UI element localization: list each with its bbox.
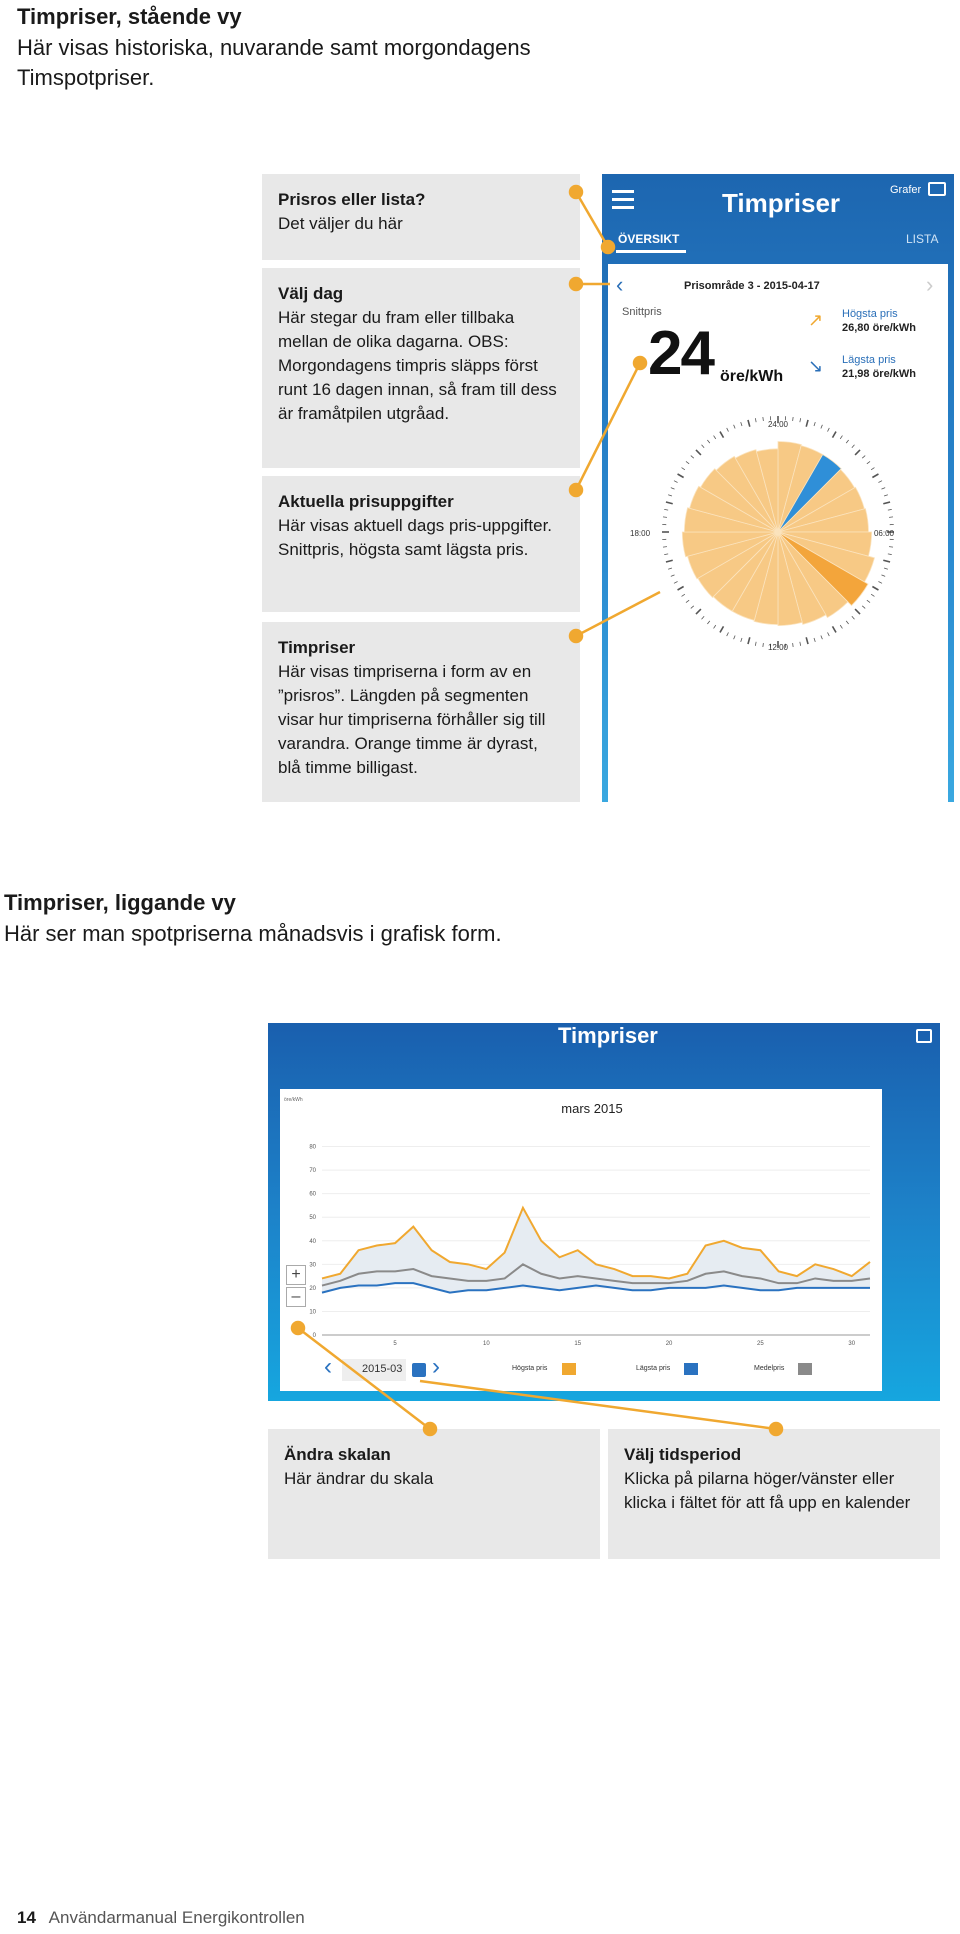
clock-label-left: 18:00 [630, 529, 651, 538]
avg-value: 24 [648, 319, 713, 388]
y-tick-label: 80 [309, 1144, 316, 1151]
low-value: 21,98 öre/kWh [842, 368, 916, 380]
manual-title: Användarmanual Energikontrollen [48, 1908, 305, 1927]
callout-title: Välj tidsperiod [624, 1445, 742, 1464]
legend-avg: Medelpris [754, 1365, 785, 1372]
high-value: 26,80 öre/kWh [842, 322, 916, 334]
page-footer [17, 1908, 305, 1928]
y-tick-label: 10 [309, 1309, 316, 1316]
avg-label: Snittpris [622, 306, 662, 318]
callout-body: Här ändrar du skala [284, 1469, 434, 1488]
next-day-icon[interactable]: › [926, 272, 934, 297]
callout-body: Här visas timpriserna i form av en ”prisros”. Längden på segmenten visar hur timpriserna förhåller sig till varandra. Orange timme är dyrast, blå timme billigast. [278, 662, 546, 777]
callout-body: Klicka på pilarna höger/vänster eller klicka i fältet för att få upp en kalender [624, 1469, 911, 1512]
y-axis-label: öre/kWh [284, 1097, 303, 1103]
section-lead: Här ser man spotpriserna månadsvis i grafisk form. [4, 921, 502, 946]
x-tick-label: 10 [483, 1341, 490, 1347]
period-value: 2015-03 [362, 1363, 403, 1375]
callout-title: Välj dag [278, 284, 344, 303]
arrow-up-icon: ↗ [808, 310, 824, 330]
callout-body: Här visas aktuell dags pris-uppgifter. Snittpris, högsta samt lägsta pris. [278, 516, 553, 559]
app-title: Timpriser [722, 188, 841, 218]
legend-high: Högsta pris [512, 1365, 548, 1372]
section-lead: Här visas historiska, nuvarande samt morgondagens Timspotpriser. [17, 35, 531, 90]
legend-low: Lägsta pris [636, 1365, 671, 1372]
next-period-icon[interactable]: › [432, 1353, 440, 1380]
prev-period-icon[interactable]: ‹ [324, 1353, 332, 1380]
x-tick-label: 30 [848, 1341, 856, 1347]
callout-title: Prisros eller lista? [278, 190, 426, 209]
y-tick-label: 0 [312, 1333, 316, 1339]
low-label: Lägsta pris [842, 354, 896, 366]
clock-label-bottom: 12:00 [767, 643, 789, 652]
clock-label-top: 24:00 [767, 420, 789, 429]
callout-title: Timpriser [278, 638, 356, 657]
clock-label-right: 06:00 [873, 529, 894, 538]
y-tick-label: 20 [309, 1285, 316, 1292]
y-tick-label: 40 [309, 1238, 316, 1245]
chart-title: mars 2015 [561, 1101, 623, 1116]
y-tick-label: 60 [309, 1191, 316, 1198]
zoom-out-button[interactable]: – [286, 1287, 306, 1307]
date-label: Prisområde 3 - 2015-04-17 [684, 280, 820, 292]
avg-unit: öre/kWh [720, 368, 784, 385]
page-number: 14 [17, 1908, 36, 1927]
tab-overview[interactable]: ÖVERSIKT [618, 232, 680, 246]
x-tick-label: 25 [757, 1341, 764, 1347]
high-label: Högsta pris [842, 308, 898, 320]
y-tick-label: 50 [309, 1215, 316, 1222]
zoom-in-button[interactable]: + [286, 1265, 306, 1285]
y-tick-label: 30 [309, 1262, 316, 1269]
x-tick-label: 5 [393, 1341, 397, 1347]
callout-body: Här stegar du fram eller tillbaka mellan de olika dagarna. OBS: Morgondagens timpris släpps först runt 16 dagen innan, så fram till dess är framåtpilen utgråad. [278, 308, 557, 423]
section-title: Timpriser, stående vy [17, 4, 242, 29]
callout-title: Aktuella prisuppgifter [278, 492, 454, 511]
tab-list[interactable]: LISTA [906, 232, 939, 246]
app-title: Timpriser [558, 1023, 658, 1048]
x-tick-label: 15 [574, 1341, 582, 1347]
prev-day-icon[interactable]: ‹ [616, 272, 624, 297]
callout-title: Ändra skalan [284, 1445, 391, 1464]
x-tick-label: 20 [665, 1341, 673, 1347]
arrow-down-icon: ↘ [808, 356, 824, 376]
y-tick-label: 70 [309, 1168, 316, 1175]
callout-body: Det väljer du här [278, 214, 403, 233]
section-title: Timpriser, liggande vy [4, 890, 236, 915]
graph-button[interactable]: Grafer [890, 184, 922, 196]
